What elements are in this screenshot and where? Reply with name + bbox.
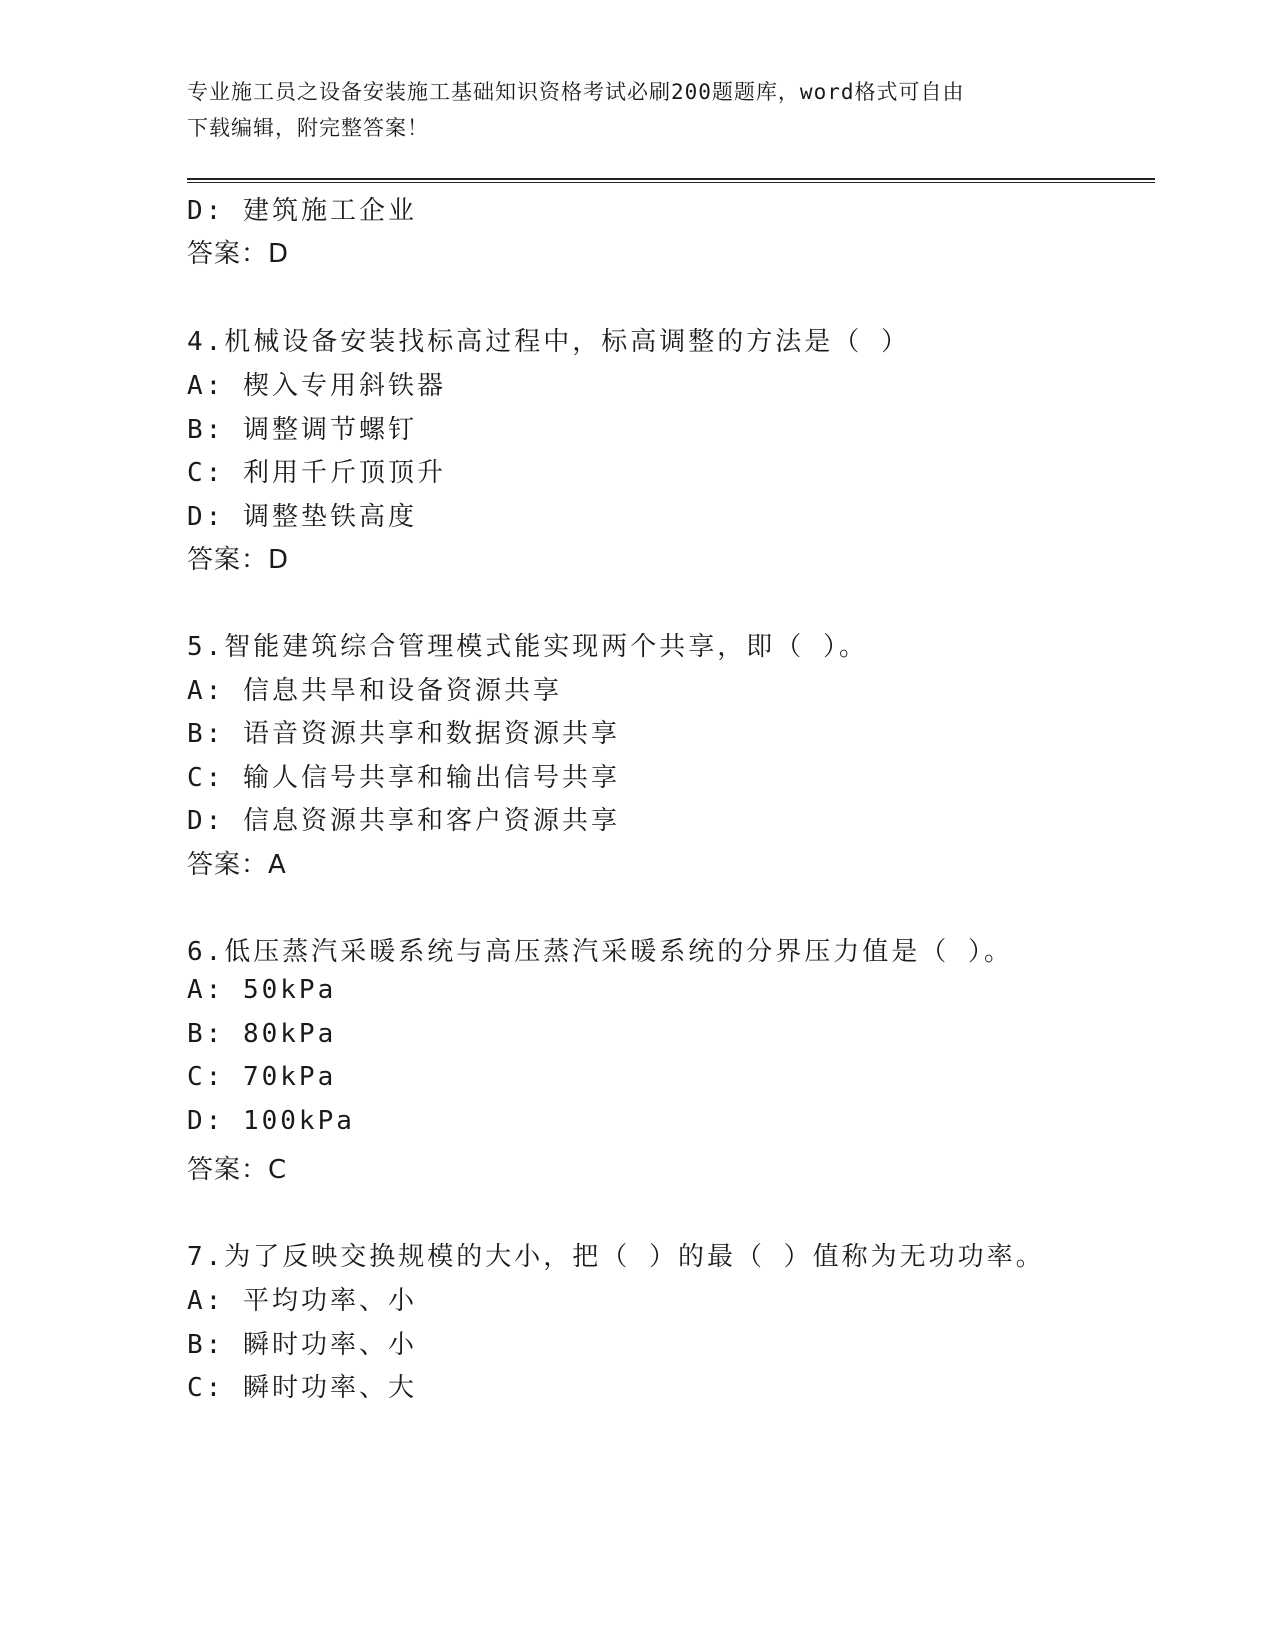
q6-option-a: A: 50kPa — [187, 975, 337, 1005]
header-rule-thick — [187, 178, 1155, 180]
header-rule-thin — [187, 182, 1155, 183]
page-header — [187, 74, 1087, 146]
q4-option-d: D: 调整垫铁高度 — [187, 502, 417, 532]
q7-stem: 7.为了反映交换规模的大小，把（ ）的最（ ）值称为无功功率。 — [187, 1242, 1045, 1272]
q7-option-c: C: 瞬时功率、大 — [187, 1373, 417, 1403]
q4-option-a: A: 楔入专用斜铁器 — [187, 371, 446, 401]
prev-answer: 答案：D — [187, 239, 290, 269]
header-title-line-1: 专业施工员之设备安装施工基础知识资格考试必刷200题题库，word格式可自由 — [187, 80, 965, 104]
q6-answer: 答案：C — [187, 1155, 288, 1185]
q6-option-d: D: 100kPa — [187, 1106, 355, 1136]
q4-stem: 4.机械设备安装找标高过程中，标高调整的方法是（ ） — [187, 327, 910, 357]
q6-stem: 6.低压蒸汽采暖系统与高压蒸汽采暖系统的分界压力值是（ ）。 — [187, 937, 1013, 967]
prev-option-d: D: 建筑施工企业 — [187, 196, 417, 226]
header-title-line-2: 下载编辑，附完整答案！ — [187, 116, 429, 140]
q5-answer: 答案：A — [187, 850, 287, 880]
q5-option-d: D: 信息资源共享和客户资源共享 — [187, 806, 620, 836]
q6-option-c: C: 70kPa — [187, 1062, 337, 1092]
q4-answer: 答案：D — [187, 545, 290, 575]
q5-option-b: B: 语音资源共享和数据资源共享 — [187, 719, 620, 749]
q5-option-c: C: 输人信号共享和输出信号共享 — [187, 763, 620, 793]
q4-option-c: C: 利用千斤顶顶升 — [187, 458, 446, 488]
q6-option-b: B: 80kPa — [187, 1019, 337, 1049]
q5-stem: 5.智能建筑综合管理模式能实现两个共享，即（ ）。 — [187, 632, 868, 662]
q7-option-a: A: 平均功率、小 — [187, 1286, 417, 1316]
q5-option-a: A: 信息共旱和设备资源共享 — [187, 676, 562, 706]
q7-option-b: B: 瞬时功率、小 — [187, 1330, 417, 1360]
q4-option-b: B: 调整调节螺钉 — [187, 415, 417, 445]
